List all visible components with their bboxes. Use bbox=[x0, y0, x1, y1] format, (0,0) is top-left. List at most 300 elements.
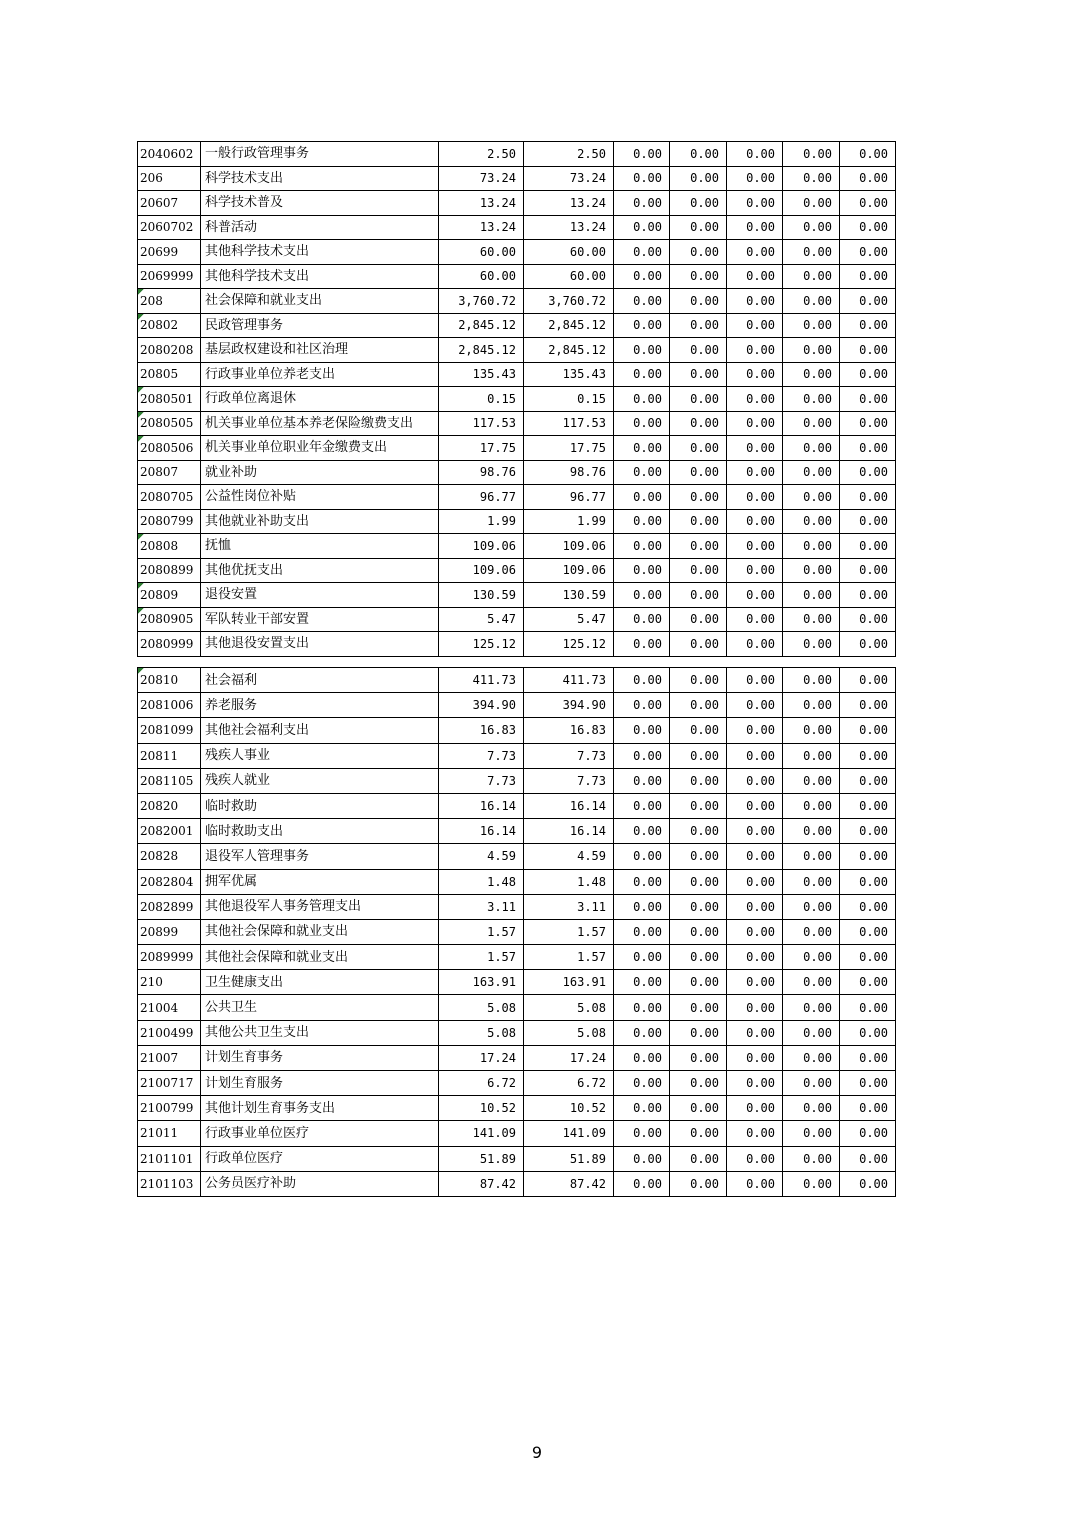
subject-code-cell: 210 bbox=[138, 970, 201, 995]
total-amount-cell: 1.48 bbox=[439, 869, 524, 894]
value-cell-7: 0.00 bbox=[840, 793, 896, 818]
general-budget-cell: 51.89 bbox=[524, 1146, 614, 1171]
value-cell-7: 0.00 bbox=[840, 191, 896, 216]
value-cell-4: 0.00 bbox=[670, 485, 727, 510]
value-cell-4: 0.00 bbox=[670, 264, 727, 289]
value-cell-3: 0.00 bbox=[614, 142, 670, 167]
value-cell-5: 0.00 bbox=[727, 632, 783, 657]
value-cell-5: 0.00 bbox=[727, 869, 783, 894]
total-amount-cell: 16.14 bbox=[439, 793, 524, 818]
total-amount-cell: 87.42 bbox=[439, 1171, 524, 1196]
value-cell-3: 0.00 bbox=[614, 166, 670, 191]
value-cell-5: 0.00 bbox=[727, 668, 783, 693]
value-cell-4: 0.00 bbox=[670, 1146, 727, 1171]
subject-name-cell: 卫生健康支出 bbox=[201, 970, 439, 995]
value-cell-5: 0.00 bbox=[727, 1146, 783, 1171]
subject-code-cell: 2040602 bbox=[138, 142, 201, 167]
subject-name-cell: 其他退役安置支出 bbox=[201, 632, 439, 657]
general-budget-cell: 13.24 bbox=[524, 215, 614, 240]
value-cell-7: 0.00 bbox=[840, 919, 896, 944]
value-cell-6: 0.00 bbox=[783, 485, 840, 510]
table-row bbox=[138, 166, 896, 191]
value-cell-3: 0.00 bbox=[614, 411, 670, 436]
general-budget-cell: 2,845.12 bbox=[524, 313, 614, 338]
subject-name-cell: 拥军优属 bbox=[201, 869, 439, 894]
page-number: 9 bbox=[531, 1443, 543, 1462]
value-cell-5: 0.00 bbox=[727, 460, 783, 485]
value-cell-5: 0.00 bbox=[727, 485, 783, 510]
value-cell-6: 0.00 bbox=[783, 970, 840, 995]
value-cell-3: 0.00 bbox=[614, 1045, 670, 1070]
value-cell-7: 0.00 bbox=[840, 509, 896, 534]
value-cell-6: 0.00 bbox=[783, 894, 840, 919]
value-cell-6: 0.00 bbox=[783, 142, 840, 167]
value-cell-5: 0.00 bbox=[727, 387, 783, 412]
subject-name-cell: 机关事业单位职业年金缴费支出 bbox=[201, 436, 439, 461]
subject-name-cell: 基层政权建设和社区治理 bbox=[201, 338, 439, 363]
table-row bbox=[138, 1045, 896, 1070]
value-cell-7: 0.00 bbox=[840, 894, 896, 919]
subject-name-cell: 科学技术普及 bbox=[201, 191, 439, 216]
general-budget-cell: 87.42 bbox=[524, 1171, 614, 1196]
general-budget-cell: 163.91 bbox=[524, 970, 614, 995]
value-cell-6: 0.00 bbox=[783, 264, 840, 289]
value-cell-4: 0.00 bbox=[670, 1020, 727, 1045]
total-amount-cell: 1.57 bbox=[439, 919, 524, 944]
value-cell-7: 0.00 bbox=[840, 995, 896, 1020]
subject-code-cell: 2100799 bbox=[138, 1096, 201, 1121]
value-cell-4: 0.00 bbox=[670, 793, 727, 818]
value-cell-7: 0.00 bbox=[840, 460, 896, 485]
total-amount-cell: 16.14 bbox=[439, 819, 524, 844]
general-budget-cell: 125.12 bbox=[524, 632, 614, 657]
table-row bbox=[138, 583, 896, 608]
table-row bbox=[138, 819, 896, 844]
value-cell-3: 0.00 bbox=[614, 743, 670, 768]
subject-name-cell: 就业补助 bbox=[201, 460, 439, 485]
total-amount-cell: 5.08 bbox=[439, 1020, 524, 1045]
value-cell-5: 0.00 bbox=[727, 1121, 783, 1146]
general-budget-cell: 141.09 bbox=[524, 1121, 614, 1146]
subject-name-cell: 其他优抚支出 bbox=[201, 558, 439, 583]
value-cell-4: 0.00 bbox=[670, 693, 727, 718]
value-cell-6: 0.00 bbox=[783, 460, 840, 485]
subject-code-cell: 20607 bbox=[138, 191, 201, 216]
table-row bbox=[138, 558, 896, 583]
subject-code-cell: 2101103 bbox=[138, 1171, 201, 1196]
subject-code-cell: 2100499 bbox=[138, 1020, 201, 1045]
table-row bbox=[138, 289, 896, 314]
value-cell-4: 0.00 bbox=[670, 945, 727, 970]
value-cell-5: 0.00 bbox=[727, 743, 783, 768]
value-cell-6: 0.00 bbox=[783, 668, 840, 693]
subject-code-cell: 21004 bbox=[138, 995, 201, 1020]
subject-name-cell: 其他公共卫生支出 bbox=[201, 1020, 439, 1045]
value-cell-6: 0.00 bbox=[783, 995, 840, 1020]
table-row bbox=[138, 240, 896, 265]
value-cell-7: 0.00 bbox=[840, 142, 896, 167]
value-cell-3: 0.00 bbox=[614, 1071, 670, 1096]
subject-name-cell: 行政单位医疗 bbox=[201, 1146, 439, 1171]
total-amount-cell: 411.73 bbox=[439, 668, 524, 693]
subject-name-cell: 其他就业补助支出 bbox=[201, 509, 439, 534]
value-cell-6: 0.00 bbox=[783, 869, 840, 894]
general-budget-cell: 96.77 bbox=[524, 485, 614, 510]
subject-code-cell: 2069999 bbox=[138, 264, 201, 289]
value-cell-3: 0.00 bbox=[614, 995, 670, 1020]
total-amount-cell: 5.47 bbox=[439, 607, 524, 632]
subject-name-cell: 社会福利 bbox=[201, 668, 439, 693]
table-row bbox=[138, 485, 896, 510]
subject-name-cell: 科学技术支出 bbox=[201, 166, 439, 191]
value-cell-4: 0.00 bbox=[670, 534, 727, 559]
table-row bbox=[138, 387, 896, 412]
value-cell-5: 0.00 bbox=[727, 693, 783, 718]
value-cell-5: 0.00 bbox=[727, 844, 783, 869]
general-budget-cell: 394.90 bbox=[524, 693, 614, 718]
table-row bbox=[138, 1121, 896, 1146]
value-cell-7: 0.00 bbox=[840, 338, 896, 363]
subject-name-cell: 其他社会保障和就业支出 bbox=[201, 919, 439, 944]
value-cell-4: 0.00 bbox=[670, 166, 727, 191]
table-row bbox=[138, 844, 896, 869]
general-budget-cell: 2,845.12 bbox=[524, 338, 614, 363]
total-amount-cell: 16.83 bbox=[439, 718, 524, 743]
table-row bbox=[138, 743, 896, 768]
value-cell-3: 0.00 bbox=[614, 338, 670, 363]
value-cell-3: 0.00 bbox=[614, 313, 670, 338]
value-cell-4: 0.00 bbox=[670, 191, 727, 216]
value-cell-7: 0.00 bbox=[840, 607, 896, 632]
total-amount-cell: 7.73 bbox=[439, 768, 524, 793]
value-cell-4: 0.00 bbox=[670, 668, 727, 693]
value-cell-4: 0.00 bbox=[670, 1171, 727, 1196]
total-amount-cell: 96.77 bbox=[439, 485, 524, 510]
value-cell-7: 0.00 bbox=[840, 313, 896, 338]
value-cell-6: 0.00 bbox=[783, 313, 840, 338]
subject-code-cell: 2100717 bbox=[138, 1071, 201, 1096]
value-cell-6: 0.00 bbox=[783, 743, 840, 768]
total-amount-cell: 394.90 bbox=[439, 693, 524, 718]
value-cell-3: 0.00 bbox=[614, 264, 670, 289]
value-cell-7: 0.00 bbox=[840, 558, 896, 583]
value-cell-7: 0.00 bbox=[840, 869, 896, 894]
value-cell-3: 0.00 bbox=[614, 844, 670, 869]
subject-name-cell: 退役安置 bbox=[201, 583, 439, 608]
value-cell-6: 0.00 bbox=[783, 534, 840, 559]
subject-name-cell: 计划生育服务 bbox=[201, 1071, 439, 1096]
value-cell-5: 0.00 bbox=[727, 894, 783, 919]
value-cell-7: 0.00 bbox=[840, 718, 896, 743]
value-cell-3: 0.00 bbox=[614, 1121, 670, 1146]
value-cell-3: 0.00 bbox=[614, 919, 670, 944]
value-cell-6: 0.00 bbox=[783, 191, 840, 216]
subject-name-cell: 其他科学技术支出 bbox=[201, 264, 439, 289]
general-budget-cell: 16.14 bbox=[524, 793, 614, 818]
table-row bbox=[138, 411, 896, 436]
subject-name-cell: 其他社会保障和就业支出 bbox=[201, 945, 439, 970]
subject-name-cell: 临时救助 bbox=[201, 793, 439, 818]
value-cell-4: 0.00 bbox=[670, 509, 727, 534]
value-cell-5: 0.00 bbox=[727, 919, 783, 944]
general-budget-cell: 7.73 bbox=[524, 743, 614, 768]
value-cell-3: 0.00 bbox=[614, 436, 670, 461]
subject-code-cell: 2080899 bbox=[138, 558, 201, 583]
expenditure-table-upper bbox=[137, 141, 896, 657]
subject-name-cell: 其他退役军人事务管理支出 bbox=[201, 894, 439, 919]
table-row bbox=[138, 313, 896, 338]
table-row bbox=[138, 264, 896, 289]
subject-code-cell: 20807 bbox=[138, 460, 201, 485]
subject-code-cell: 20899 bbox=[138, 919, 201, 944]
table-row bbox=[138, 970, 896, 995]
value-cell-7: 0.00 bbox=[840, 1020, 896, 1045]
total-amount-cell: 2.50 bbox=[439, 142, 524, 167]
value-cell-3: 0.00 bbox=[614, 387, 670, 412]
value-cell-3: 0.00 bbox=[614, 894, 670, 919]
total-amount-cell: 7.73 bbox=[439, 743, 524, 768]
value-cell-6: 0.00 bbox=[783, 215, 840, 240]
value-cell-6: 0.00 bbox=[783, 362, 840, 387]
value-cell-7: 0.00 bbox=[840, 289, 896, 314]
value-cell-7: 0.00 bbox=[840, 166, 896, 191]
general-budget-cell: 109.06 bbox=[524, 558, 614, 583]
value-cell-4: 0.00 bbox=[670, 718, 727, 743]
subject-name-cell: 公益性岗位补贴 bbox=[201, 485, 439, 510]
total-amount-cell: 60.00 bbox=[439, 264, 524, 289]
value-cell-6: 0.00 bbox=[783, 607, 840, 632]
value-cell-5: 0.00 bbox=[727, 264, 783, 289]
subject-code-cell: 2080208 bbox=[138, 338, 201, 363]
subject-name-cell: 机关事业单位基本养老保险缴费支出 bbox=[201, 411, 439, 436]
subject-name-cell: 其他科学技术支出 bbox=[201, 240, 439, 265]
value-cell-4: 0.00 bbox=[670, 632, 727, 657]
table-row bbox=[138, 768, 896, 793]
subject-name-cell: 其他社会福利支出 bbox=[201, 718, 439, 743]
total-amount-cell: 0.15 bbox=[439, 387, 524, 412]
subject-name-cell: 养老服务 bbox=[201, 693, 439, 718]
value-cell-6: 0.00 bbox=[783, 945, 840, 970]
value-cell-3: 0.00 bbox=[614, 1171, 670, 1196]
general-budget-cell: 98.76 bbox=[524, 460, 614, 485]
value-cell-4: 0.00 bbox=[670, 460, 727, 485]
total-amount-cell: 2,845.12 bbox=[439, 313, 524, 338]
subject-code-cell: 206 bbox=[138, 166, 201, 191]
total-amount-cell: 141.09 bbox=[439, 1121, 524, 1146]
general-budget-cell: 1.57 bbox=[524, 945, 614, 970]
value-cell-4: 0.00 bbox=[670, 1096, 727, 1121]
value-cell-4: 0.00 bbox=[670, 313, 727, 338]
value-cell-5: 0.00 bbox=[727, 1045, 783, 1070]
general-budget-cell: 5.08 bbox=[524, 1020, 614, 1045]
value-cell-3: 0.00 bbox=[614, 509, 670, 534]
general-budget-cell: 109.06 bbox=[524, 534, 614, 559]
value-cell-3: 0.00 bbox=[614, 768, 670, 793]
value-cell-6: 0.00 bbox=[783, 1171, 840, 1196]
table-row bbox=[138, 142, 896, 167]
total-amount-cell: 163.91 bbox=[439, 970, 524, 995]
subject-code-cell: 20809 bbox=[138, 583, 201, 608]
total-amount-cell: 109.06 bbox=[439, 558, 524, 583]
subject-code-cell: 20828 bbox=[138, 844, 201, 869]
value-cell-4: 0.00 bbox=[670, 362, 727, 387]
total-amount-cell: 1.99 bbox=[439, 509, 524, 534]
value-cell-4: 0.00 bbox=[670, 1045, 727, 1070]
value-cell-6: 0.00 bbox=[783, 1071, 840, 1096]
value-cell-4: 0.00 bbox=[670, 436, 727, 461]
value-cell-6: 0.00 bbox=[783, 1096, 840, 1121]
subject-code-cell: 2080799 bbox=[138, 509, 201, 534]
value-cell-5: 0.00 bbox=[727, 768, 783, 793]
value-cell-6: 0.00 bbox=[783, 1146, 840, 1171]
subject-code-cell: 2080705 bbox=[138, 485, 201, 510]
value-cell-3: 0.00 bbox=[614, 1020, 670, 1045]
table-row bbox=[138, 607, 896, 632]
general-budget-cell: 130.59 bbox=[524, 583, 614, 608]
value-cell-7: 0.00 bbox=[840, 1096, 896, 1121]
subject-name-cell: 临时救助支出 bbox=[201, 819, 439, 844]
general-budget-cell: 17.75 bbox=[524, 436, 614, 461]
subject-code-cell: 2080506 bbox=[138, 436, 201, 461]
value-cell-3: 0.00 bbox=[614, 460, 670, 485]
value-cell-5: 0.00 bbox=[727, 1171, 783, 1196]
total-amount-cell: 73.24 bbox=[439, 166, 524, 191]
total-amount-cell: 10.52 bbox=[439, 1096, 524, 1121]
general-budget-cell: 7.73 bbox=[524, 768, 614, 793]
general-budget-cell: 10.52 bbox=[524, 1096, 614, 1121]
value-cell-7: 0.00 bbox=[840, 819, 896, 844]
subject-name-cell: 公共卫生 bbox=[201, 995, 439, 1020]
total-amount-cell: 13.24 bbox=[439, 215, 524, 240]
subject-code-cell: 20810 bbox=[138, 668, 201, 693]
general-budget-cell: 1.99 bbox=[524, 509, 614, 534]
value-cell-5: 0.00 bbox=[727, 583, 783, 608]
value-cell-6: 0.00 bbox=[783, 436, 840, 461]
subject-code-cell: 208 bbox=[138, 289, 201, 314]
general-budget-cell: 3.11 bbox=[524, 894, 614, 919]
subject-name-cell: 社会保障和就业支出 bbox=[201, 289, 439, 314]
value-cell-6: 0.00 bbox=[783, 509, 840, 534]
value-cell-5: 0.00 bbox=[727, 166, 783, 191]
table-row bbox=[138, 894, 896, 919]
value-cell-5: 0.00 bbox=[727, 534, 783, 559]
table-row bbox=[138, 460, 896, 485]
value-cell-5: 0.00 bbox=[727, 1020, 783, 1045]
value-cell-5: 0.00 bbox=[727, 289, 783, 314]
value-cell-4: 0.00 bbox=[670, 583, 727, 608]
total-amount-cell: 109.06 bbox=[439, 534, 524, 559]
value-cell-3: 0.00 bbox=[614, 668, 670, 693]
value-cell-7: 0.00 bbox=[840, 1146, 896, 1171]
value-cell-6: 0.00 bbox=[783, 768, 840, 793]
value-cell-6: 0.00 bbox=[783, 1045, 840, 1070]
table-row bbox=[138, 793, 896, 818]
value-cell-7: 0.00 bbox=[840, 362, 896, 387]
value-cell-4: 0.00 bbox=[670, 1071, 727, 1096]
value-cell-4: 0.00 bbox=[670, 844, 727, 869]
value-cell-5: 0.00 bbox=[727, 607, 783, 632]
subject-code-cell: 2080999 bbox=[138, 632, 201, 657]
general-budget-cell: 73.24 bbox=[524, 166, 614, 191]
total-amount-cell: 6.72 bbox=[439, 1071, 524, 1096]
value-cell-7: 0.00 bbox=[840, 583, 896, 608]
total-amount-cell: 135.43 bbox=[439, 362, 524, 387]
value-cell-7: 0.00 bbox=[840, 693, 896, 718]
value-cell-3: 0.00 bbox=[614, 240, 670, 265]
value-cell-6: 0.00 bbox=[783, 793, 840, 818]
table-row bbox=[138, 632, 896, 657]
subject-code-cell: 2081105 bbox=[138, 768, 201, 793]
subject-name-cell: 残疾人就业 bbox=[201, 768, 439, 793]
general-budget-cell: 2.50 bbox=[524, 142, 614, 167]
value-cell-4: 0.00 bbox=[670, 869, 727, 894]
subject-name-cell: 退役军人管理事务 bbox=[201, 844, 439, 869]
value-cell-3: 0.00 bbox=[614, 607, 670, 632]
value-cell-5: 0.00 bbox=[727, 1096, 783, 1121]
value-cell-7: 0.00 bbox=[840, 632, 896, 657]
value-cell-4: 0.00 bbox=[670, 387, 727, 412]
value-cell-6: 0.00 bbox=[783, 819, 840, 844]
value-cell-3: 0.00 bbox=[614, 485, 670, 510]
total-amount-cell: 17.75 bbox=[439, 436, 524, 461]
subject-code-cell: 2080905 bbox=[138, 607, 201, 632]
value-cell-7: 0.00 bbox=[840, 1071, 896, 1096]
subject-code-cell: 2082899 bbox=[138, 894, 201, 919]
value-cell-5: 0.00 bbox=[727, 509, 783, 534]
total-amount-cell: 60.00 bbox=[439, 240, 524, 265]
subject-code-cell: 2082804 bbox=[138, 869, 201, 894]
value-cell-5: 0.00 bbox=[727, 215, 783, 240]
total-amount-cell: 2,845.12 bbox=[439, 338, 524, 363]
table-row bbox=[138, 338, 896, 363]
value-cell-3: 0.00 bbox=[614, 793, 670, 818]
value-cell-6: 0.00 bbox=[783, 632, 840, 657]
general-budget-cell: 411.73 bbox=[524, 668, 614, 693]
general-budget-cell: 3,760.72 bbox=[524, 289, 614, 314]
total-amount-cell: 117.53 bbox=[439, 411, 524, 436]
value-cell-4: 0.00 bbox=[670, 240, 727, 265]
value-cell-6: 0.00 bbox=[783, 844, 840, 869]
value-cell-5: 0.00 bbox=[727, 945, 783, 970]
value-cell-5: 0.00 bbox=[727, 718, 783, 743]
value-cell-7: 0.00 bbox=[840, 970, 896, 995]
value-cell-3: 0.00 bbox=[614, 869, 670, 894]
value-cell-4: 0.00 bbox=[670, 894, 727, 919]
total-amount-cell: 98.76 bbox=[439, 460, 524, 485]
table-row bbox=[138, 919, 896, 944]
value-cell-3: 0.00 bbox=[614, 191, 670, 216]
value-cell-6: 0.00 bbox=[783, 166, 840, 191]
table-row bbox=[138, 215, 896, 240]
subject-code-cell: 21011 bbox=[138, 1121, 201, 1146]
expenditure-table-lower bbox=[137, 667, 896, 1197]
subject-code-cell: 20811 bbox=[138, 743, 201, 768]
total-amount-cell: 13.24 bbox=[439, 191, 524, 216]
subject-code-cell: 21007 bbox=[138, 1045, 201, 1070]
value-cell-3: 0.00 bbox=[614, 632, 670, 657]
value-cell-6: 0.00 bbox=[783, 1020, 840, 1045]
subject-code-cell: 20808 bbox=[138, 534, 201, 559]
general-budget-cell: 5.08 bbox=[524, 995, 614, 1020]
value-cell-6: 0.00 bbox=[783, 387, 840, 412]
value-cell-7: 0.00 bbox=[840, 945, 896, 970]
value-cell-5: 0.00 bbox=[727, 191, 783, 216]
subject-code-cell: 2101101 bbox=[138, 1146, 201, 1171]
total-amount-cell: 3.11 bbox=[439, 894, 524, 919]
value-cell-3: 0.00 bbox=[614, 583, 670, 608]
value-cell-4: 0.00 bbox=[670, 607, 727, 632]
value-cell-7: 0.00 bbox=[840, 264, 896, 289]
